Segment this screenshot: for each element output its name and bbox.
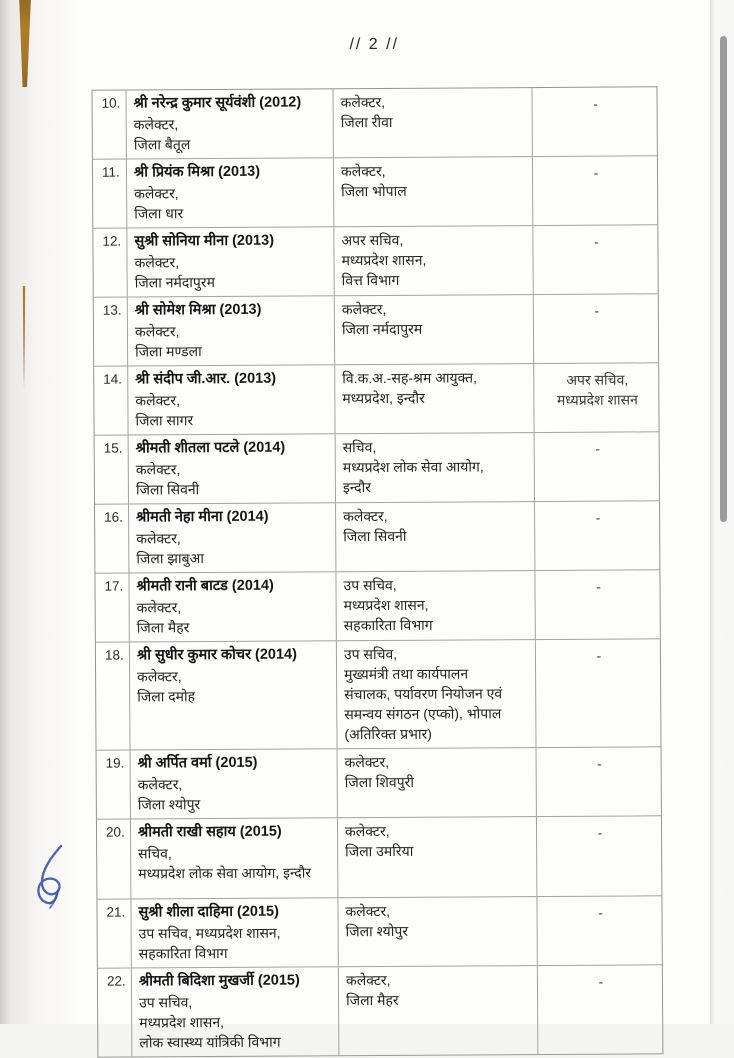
new-posting-cell: सचिव, मध्यप्रदेश लोक सेवा आयोग, इन्दौर <box>336 433 535 502</box>
officer-current-post: कलेक्टर, जिला धार <box>134 185 184 222</box>
officer-current-post: सचिव, मध्यप्रदेश लोक सेवा आयोग, इन्दौर <box>138 845 312 882</box>
officer-name: सुश्री सोनिया मीना (2013) <box>134 232 275 250</box>
officer-cell <box>131 898 338 967</box>
remark-cell: अपर सचिव, मध्यप्रदेश शासन <box>556 371 638 408</box>
officer-cell <box>127 158 334 227</box>
table-row <box>93 225 657 297</box>
table-row <box>97 896 661 968</box>
remark-cell: - <box>598 904 603 921</box>
scrollbar-thumb[interactable] <box>720 36 727 522</box>
officer-cell <box>131 818 338 898</box>
transfer-table-body <box>92 87 662 1056</box>
handwritten-initial-mark <box>30 842 74 910</box>
officer-current-post: उप सचिव, मध्यप्रदेश शासन, लोक स्वास्थ्य यांत्रिकी विभाग <box>139 994 281 1051</box>
officer-cell <box>127 227 334 296</box>
officer-current-post: कलेक्टर, जिला झाबुआ <box>136 530 204 567</box>
serial-number: 12. <box>93 229 127 297</box>
serial-number: 10. <box>92 91 126 159</box>
table-row <box>96 639 661 750</box>
new-posting-cell: अपर सचिव, मध्यप्रदेश शासन, वित्त विभाग <box>334 226 533 295</box>
officer-name: श्रीमती शीतला पटले (2014) <box>135 439 286 457</box>
remark-cell: - <box>597 755 602 772</box>
officer-current-post: कलेक्टर, जिला श्योपुर <box>137 776 201 813</box>
serial-number: 16. <box>95 505 129 573</box>
officer-current-post: कलेक्टर, जिला बैतूल <box>133 116 191 153</box>
officer-name: श्रीमती रानी बाटड (2014) <box>136 577 274 595</box>
remark-cell: - <box>594 302 600 319</box>
new-posting-cell: कलेक्टर, जिला नर्मदापुरम <box>335 295 534 364</box>
officer-name: श्री संदीप जी.आर. (2013) <box>135 370 277 388</box>
remark-cell: - <box>593 164 599 181</box>
officer-cell <box>132 967 340 1056</box>
new-posting-cell: कलेक्टर, जिला सिवनी <box>336 502 535 571</box>
new-posting-cell: कलेक्टर, जिला मैहर <box>339 966 539 1055</box>
table-row <box>97 747 661 819</box>
table-row <box>95 501 659 573</box>
serial-number: 22. <box>98 969 133 1057</box>
officer-cell <box>128 365 335 434</box>
scrollbar-track[interactable] <box>716 0 732 1024</box>
serial-number: 13. <box>94 298 128 366</box>
serial-number: 20. <box>97 820 131 899</box>
officer-name: श्री सोमेश मिश्रा (2013) <box>134 301 262 319</box>
officer-name: श्रीमती बिदिशा मुखर्जी (2015) <box>138 972 300 990</box>
new-posting-cell: कलेक्टर, जिला शिवपुरी <box>338 748 537 817</box>
table-row <box>94 363 658 435</box>
officer-name: श्री अर्पित वर्मा (2015) <box>137 754 258 772</box>
officer-current-post: कलेक्टर, जिला नर्मदापुरम <box>134 254 215 291</box>
table-row <box>94 294 658 366</box>
officer-cell <box>129 503 336 572</box>
serial-number: 14. <box>94 367 128 435</box>
remark-cell: - <box>595 440 601 457</box>
officer-name: श्रीमती नेहा मीना (2014) <box>136 508 269 526</box>
officer-current-post: उप सचिव, मध्यप्रदेश शासन, सहकारिता विभाग <box>138 924 281 962</box>
serial-number: 18. <box>96 643 131 750</box>
officer-cell <box>129 572 336 641</box>
remark-cell: - <box>593 95 598 112</box>
table-row <box>92 87 656 159</box>
serial-number: 19. <box>97 751 131 819</box>
remark-cell: - <box>598 973 604 990</box>
officer-current-post: कलेक्टर, जिला दमोह <box>137 668 196 705</box>
officer-name: श्री प्रियंक मिश्रा (2013) <box>133 163 261 181</box>
new-posting-cell: उप सचिव, मध्यप्रदेश शासन, सहकारिता विभाग <box>336 571 535 640</box>
officer-cell <box>126 89 333 158</box>
transfer-table <box>91 86 663 1057</box>
officer-current-post: कलेक्टर, जिला सिवनी <box>135 461 200 498</box>
officer-name: श्री नरेन्द्र कुमार सूर्यवंशी (2012) <box>133 94 302 112</box>
officer-current-post: कलेक्टर, जिला सागर <box>135 392 194 429</box>
serial-number: 17. <box>95 574 129 642</box>
new-posting-cell: कलेक्टर, जिला उमरिया <box>338 817 537 897</box>
serial-number: 21. <box>97 900 131 968</box>
officer-current-post: कलेक्टर, जिला मण्डला <box>134 323 202 360</box>
officer-cell <box>130 641 338 749</box>
new-posting-cell: कलेक्टर, जिला श्योपुर <box>338 897 537 966</box>
officer-cell <box>131 749 338 818</box>
new-posting-cell: कलेक्टर, जिला भोपाल <box>334 157 533 226</box>
officer-name: सुश्री शीला दाहिमा (2015) <box>138 903 279 921</box>
officer-name: श्रीमती राखी सहाय (2015) <box>137 823 282 841</box>
new-posting-cell: उप सचिव, मुख्यमंत्री तथा कार्यपालन संचालक, पर्यावरण नियोजन एवं समन्वय संगठन (एप्को), भोपाल (अतिरिक्त प्रभार) <box>337 640 537 748</box>
officer-cell <box>129 434 336 503</box>
new-posting-cell: कलेक्टर, जिला रीवा <box>333 88 532 157</box>
table-row <box>97 816 661 899</box>
officer-cell <box>128 296 335 365</box>
table-row <box>95 432 659 504</box>
table-row <box>98 965 663 1056</box>
remark-cell: - <box>597 824 603 841</box>
officer-current-post: कलेक्टर, जिला मैहर <box>136 599 190 636</box>
table-row <box>93 156 657 228</box>
page-number: // 2 // <box>349 35 400 54</box>
table-row <box>95 570 659 642</box>
remark-cell: - <box>596 647 602 664</box>
remark-cell: - <box>596 578 601 595</box>
remark-cell: - <box>595 509 601 526</box>
remark-cell: - <box>594 233 599 250</box>
serial-number: 15. <box>95 436 129 504</box>
serial-number: 11. <box>93 160 127 228</box>
officer-name: श्री सुधीर कुमार कोचर (2014) <box>136 646 297 664</box>
new-posting-cell: वि.क.अ.-सह-श्रम आयुक्त, मध्यप्रदेश, इन्दौर <box>335 364 534 433</box>
